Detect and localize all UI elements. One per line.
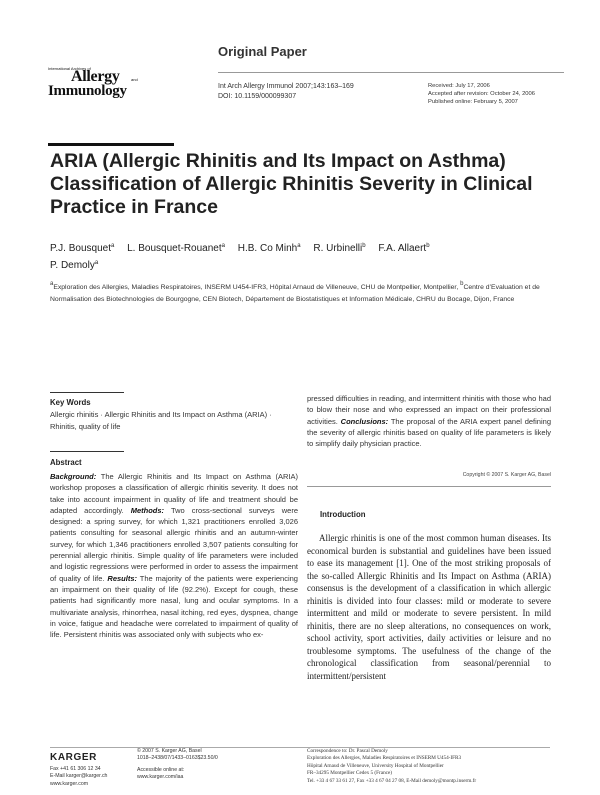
abstract-rule [50, 451, 124, 452]
copyright: Copyright © 2007 S. Karger AG, Basel [462, 472, 551, 478]
received-date: Received: July 17, 2006 [428, 83, 490, 89]
logo-line-3: Immunology [48, 83, 127, 99]
author: H.B. Co Minh$^a$ [237, 243, 301, 254]
website-link[interactable]: www.karger.com [50, 780, 89, 787]
citation: Int Arch Allergy Immunol 2007;143:163–169 [218, 83, 354, 90]
author: P. Demoly$^a$ [50, 260, 99, 271]
author: R. Urbinelli$^b$ [313, 243, 366, 254]
section-label: Original Paper [218, 44, 307, 59]
correspondence-line: FR–34295 Montpellier Cedex 5 (France) [307, 770, 393, 777]
keywords-rule [50, 392, 124, 393]
logo-line-2: Allergy [71, 68, 120, 85]
doi: DOI: 10.1159/000099307 [218, 93, 297, 100]
email: E-Mail karger@karger.ch [50, 773, 108, 780]
abstract-results-part-1: The majority of the patients were experiencing an impairment on their quality of life (92.2%). Except for cough, these patients had significantly more nasal, lung and ocular symptoms. In a multivariate analysis, rhinorrhea, nasal itching, red eyes, dyspnea, change in voice, fatigue and headache were correlated to impairment of quality of life. Persistent rhinitis was associated only with subjects who ex- [50, 573, 298, 640]
author: F.A. Allaert$^b$ [378, 243, 430, 254]
published-date: Published online: February 5, 2007 [428, 99, 518, 106]
correspondence-line: Hôpital Arnaud de Villeneuve, University Hospital of Montpellier [307, 762, 444, 769]
correspondence-line: Exploration des Allergies, Maladies Respiratoires et INSERM U454-IFR3 [307, 755, 462, 762]
title-rule [48, 143, 174, 146]
publisher-contact [50, 766, 107, 788]
logo-line-1: International Archives of [48, 66, 91, 71]
affiliations: $^a$Exploration des Allergies, Maladies Respiratoires, INSERM U454-IFR3, Hôpital Arnaud de Villeneuve, CHU de Montpellier, Montpellier, $^b$Centre d’Evaluation et de Normalisation des Biotechnologies de Bourgogne, CEN Biotech, Département de Biostatistiques et Information Médicale, CHRU du Bocage, Dijon, France [50, 281, 540, 303]
author-list [50, 240, 570, 274]
logo-line-2-suffix: and [131, 77, 138, 82]
publisher-logo: KARGER [50, 752, 97, 763]
header-divider [218, 72, 564, 73]
accessible-label: Accessible online at: [137, 766, 185, 773]
dates-block [428, 82, 535, 107]
abstract-body: Background: The Allergic Rhinitis and Its Impact on Asthma (ARIA) workshop proposes a classification of allergic rhinitis severity. It does not take into account impairment in quality of life and treatment should be adapted accordingly. Methods: Two cross-sectional surveys were designed: a spring survey, for which 1,321 practitioners enrolled 3,026 patients consulting for seasonal allergic rhinitis and an autumn-winter survey, for which 1,346 practitioners enrolled 3,507 patients consulting for perennial allergic rhinitis. Simple quality of life parameters were included and logistic regressions were performed in order to assess the impairment of quality of life. Results: The majority of the patients were experiencing an impairment on their quality of life (92.2%). Except for cough, these patients had significantly more nasal, lung and ocular symptoms. In a multivariate analysis, rhinorrhea, nasal itching, red eyes, dyspnea, change in voice, fatigue and headache were correlated to impairment of quality of life. Persistent rhinitis was associated only with subjects who ex- [50, 472, 299, 640]
author: P.J. Bousquet$^a$ [50, 243, 115, 254]
introduction-heading: Introduction [320, 510, 366, 519]
citation-block [218, 82, 354, 102]
correspondence-line: Tel. +33 4 67 33 61 27, Fax +33 4 67 04 27 08, E-Mail demoly@montp.inserm.fr [307, 777, 477, 784]
correspondence-label: Correspondence to: Dr. Pascal Demoly [307, 748, 388, 754]
journal-logo [48, 66, 198, 106]
journal-url-link[interactable]: www.karger.com/iaa [137, 774, 184, 781]
abstract-results-part-2: pressed difficulties in reading, and intermittent rhinitis with those who had to blow their nose and who expressed an impact on their professional activities. [307, 394, 551, 426]
issn: 1018–2438/07/1433–0163$23.50/0 [137, 755, 218, 762]
paper-title: ARIA (Allergic Rhinitis and Its Impact on Asthma) Classification of Allergic Rhinitis Severity in Clinical Practice in France [50, 150, 533, 218]
keywords-text: Allergic rhinitis · Allergic Rhinitis and Its Impact on Asthma (ARIA) · Rhinitis, quality of life [50, 410, 272, 431]
introduction-text: Allergic rhinitis is one of the most common human diseases. Its economical burden is substantial and guidelines have been issued to ease its management [1]. One of the most striking proposals of the so-called Allergic Rhinitis and Its Impact on Asthma (ARIA) consensus is the development of a classification in which allergic rhinitis is divided into four classes: mild or moderate to severe intermittent and mild or moderate to severe persistent. In mild rhinitis, there are no sleep alterations, no consequences on work, school activity, sport activities, daily activities or leisure and no troublesome symptoms. The usefulness of the change of the chronological classification from seasonal/perennial to intermittent/persistent [307, 533, 551, 681]
pub-copyright: © 2007 S. Karger AG, Basel [137, 748, 202, 754]
keywords-heading: Key Words [50, 398, 91, 407]
correspondence [307, 748, 476, 785]
accepted-date: Accepted after revision: October 24, 2006 [428, 91, 535, 98]
copyright-rule [307, 486, 551, 487]
author: L. Bousquet-Rouanet$^a$ [127, 243, 225, 254]
fax: Fax +41 61 306 12 34 [50, 766, 101, 772]
abstract-heading: Abstract [50, 458, 82, 467]
abstract-body-continued: pressed difficulties in reading, and intermittent rhinitis with those who had to blow their nose and who expressed an impact on their professional activities. Conclusions: The proposal of the ARIA expert panel defining the severity of allergic rhinitis based on quality of life parameters is likely to simplify daily physician practice. [307, 394, 551, 449]
publication-info [137, 748, 218, 782]
